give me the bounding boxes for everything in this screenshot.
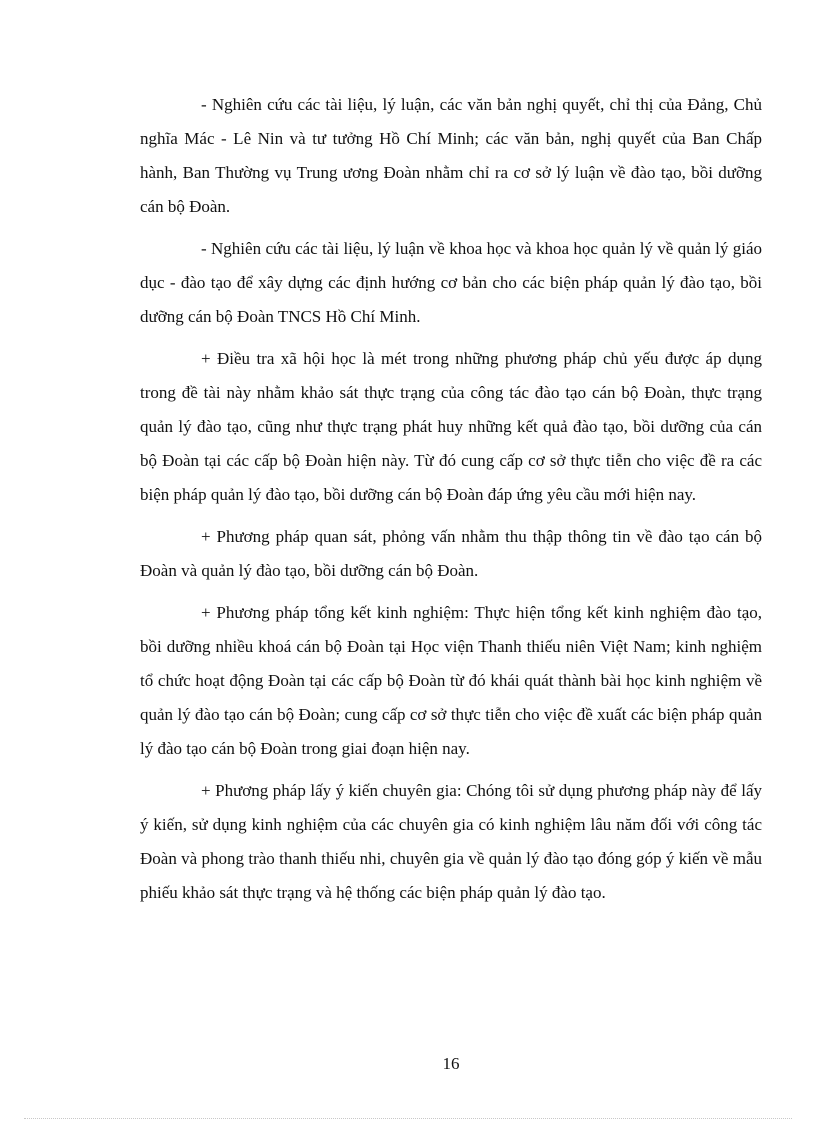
page-bottom-divider [24, 1118, 792, 1119]
document-body [140, 88, 762, 910]
paragraph-observation-interview: + Phương pháp quan sát, phỏng vấn nhằm thu thập thông tin về đào tạo cán bộ Đoàn và quản lý đào tạo, bồi dưỡng cán bộ Đoàn. [140, 527, 762, 580]
paragraph-management-science: - Nghiên cứu các tài liệu, lý luận về khoa học và khoa học quản lý về quản lý giáo dục - đào tạo để xây dựng các định hướng cơ bản cho các biện pháp quản lý đào tạo, bồi dưỡng cán bộ Đoàn TNCS Hồ Chí Minh. [140, 239, 762, 326]
page-number-text: 16 [442, 1054, 460, 1073]
paragraph-sociological-survey: + Điều tra xã hội học là mét trong những phương pháp chủ yếu được áp dụng trong đề tài này nhằm khảo sát thực trạng của công tác đào tạo cán bộ Đoàn, thực trạng quản lý đào tạo, cũng như thực trạng phát huy những kết quả đào tạo, bồi dưỡng của cán bộ Đoàn tại các cấp bộ Đoàn hiện này. Từ đó cung cấp cơ sở thực tiễn cho việc đề ra các biện pháp quản lý đào tạo, bồi dưỡng cán bộ Đoàn đáp ứng yêu cầu mới hiện nay. [140, 349, 762, 504]
page-number [0, 1054, 816, 1074]
paragraph-expert-opinion: + Phương pháp lấy ý kiến chuyên gia: Chóng tôi sử dụng phương pháp này để lấy ý kiến, sử dụng kinh nghiệm của các chuyên gia có kinh nghiệm lâu năm đối với công tác Đoàn và phong trào thanh thiếu nhi, chuyên gia về quản lý đào tạo đóng góp ý kiến về mẫu phiếu khảo sát thực trạng và hệ thống các biện pháp quản lý đào tạo. [140, 781, 762, 902]
paragraph-experience-summary: + Phương pháp tổng kết kinh nghiệm: Thực hiện tổng kết kinh nghiệm đào tạo, bồi dưỡng nhiều khoá cán bộ Đoàn tại Học viện Thanh thiếu niên Việt Nam; kinh nghiệm tổ chức hoạt động Đoàn tại các cấp bộ Đoàn từ đó khái quát thành bài học kinh nghiệm về quản lý đào tạo cán bộ Đoàn; cung cấp cơ sở thực tiễn cho việc đề xuất các biện pháp quản lý đào tạo cán bộ Đoàn trong giai đoạn hiện nay. [140, 603, 762, 758]
paragraph-theory-documents: - Nghiên cứu các tài liệu, lý luận, các văn bản nghị quyết, chỉ thị của Đảng, Chủ nghĩa Mác - Lê Nin và tư tưởng Hồ Chí Minh; các văn bản, nghị quyết của Ban Chấp hành, Ban Thường vụ Trung ương Đoàn nhằm chỉ ra cơ sở lý luận về đào tạo, bồi dưỡng cán bộ Đoàn. [140, 95, 762, 216]
